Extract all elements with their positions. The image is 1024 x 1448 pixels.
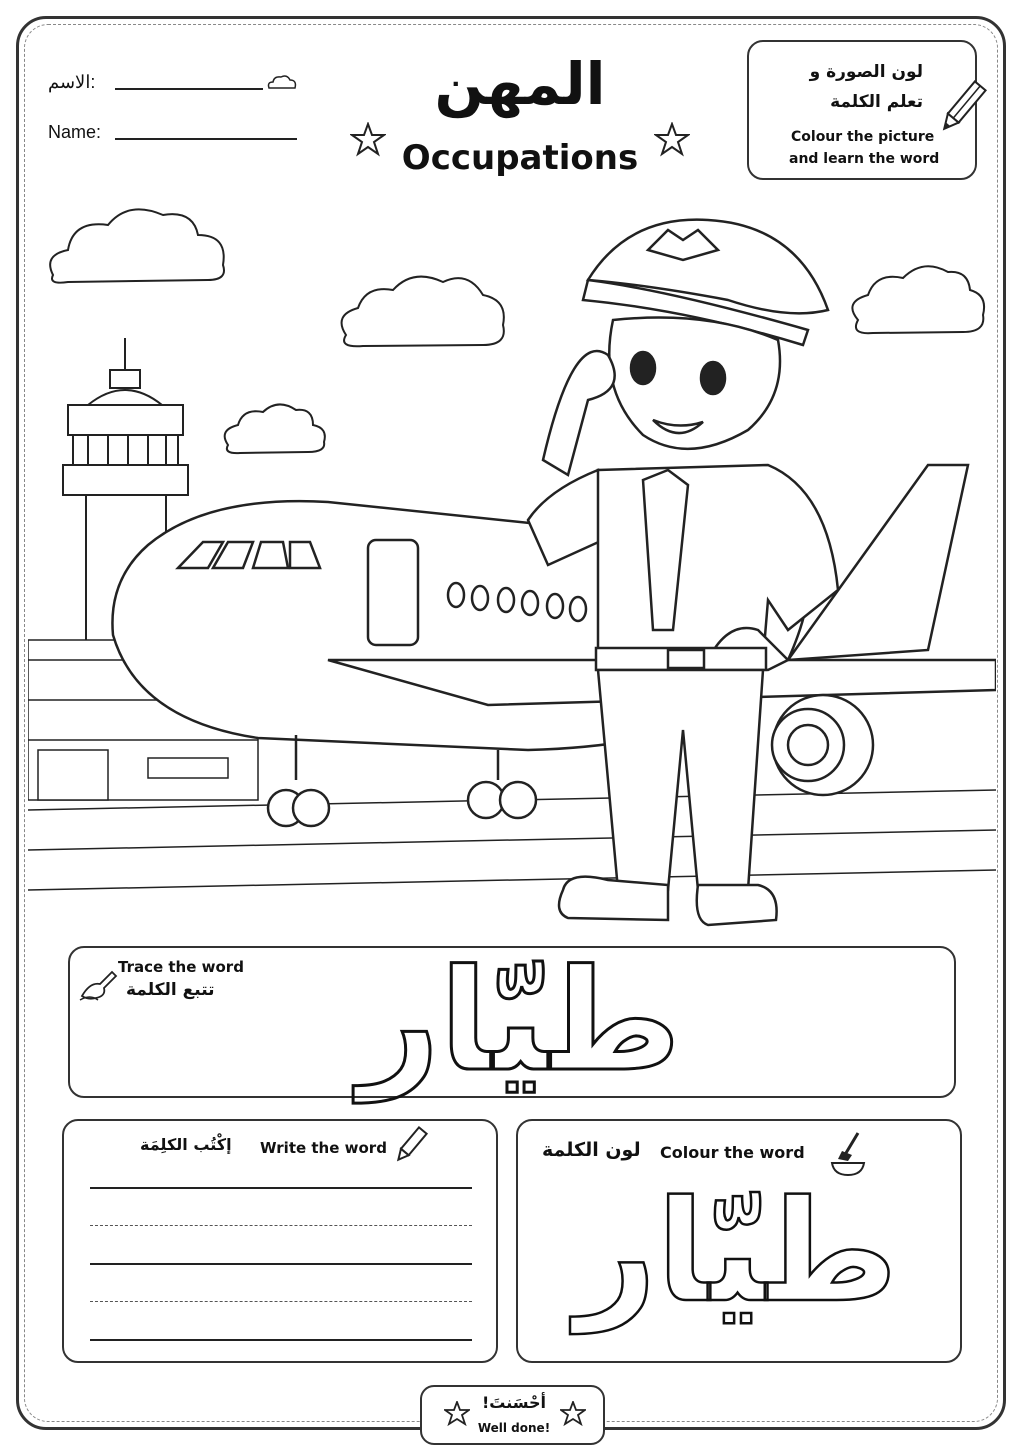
- cloud-icon: [342, 277, 504, 347]
- writing-line-dashed[interactable]: [90, 1225, 472, 1226]
- colour-word[interactable]: طيّار: [575, 1171, 898, 1334]
- writing-line-solid[interactable]: [90, 1339, 472, 1341]
- page-title-ar: المهن: [434, 50, 606, 118]
- footer-badge: [420, 1385, 605, 1445]
- footer-en: Well done!: [477, 1421, 551, 1435]
- instruction-box: [747, 40, 977, 180]
- star-icon: [444, 1401, 470, 1427]
- write-box: [62, 1119, 498, 1363]
- name-label-en: Name:: [48, 122, 102, 142]
- name-line-ar[interactable]: [115, 88, 263, 90]
- star-icon: [560, 1401, 586, 1427]
- page-title-en: Occupations: [401, 138, 639, 178]
- cloud-icon: [225, 404, 325, 453]
- trace-label-ar: تتبع الكلمة: [126, 980, 215, 1000]
- small-cloud-icon: [265, 72, 299, 92]
- trace-box: [68, 940, 956, 1103]
- instruction-ar-line1: لون الصورة و: [809, 62, 923, 82]
- colour-label-en: Colour the word: [660, 1143, 805, 1162]
- star-icon: [654, 122, 690, 158]
- name-line-en[interactable]: [115, 138, 297, 140]
- star-icon: [350, 122, 386, 158]
- writing-line-solid[interactable]: [90, 1187, 472, 1189]
- pilot-illustration: [28, 190, 996, 940]
- paintbrush-icon: [828, 1129, 868, 1177]
- footer-ar: أحْسَنتَ!: [481, 1393, 547, 1412]
- write-label-ar: إكْتُب الكلِمَة: [140, 1135, 232, 1154]
- pencil-icon: [394, 1125, 430, 1165]
- instruction-en-line2: and learn the word: [789, 151, 940, 167]
- instruction-ar-line2: تعلم الكلمة: [830, 92, 923, 112]
- writing-line-solid[interactable]: [90, 1263, 472, 1265]
- name-label-ar: الاسم:: [48, 72, 96, 92]
- cloud-icon: [852, 266, 984, 333]
- instruction-en-line1: Colour the picture: [791, 129, 935, 145]
- trace-label-en: Trace the word: [118, 958, 244, 976]
- cloud-icon: [50, 209, 224, 282]
- colour-label-ar: لون الكلمة: [542, 1139, 641, 1161]
- hand-writing-icon: [78, 966, 118, 1002]
- write-label-en: Write the word: [260, 1139, 387, 1157]
- trace-word[interactable]: طيّار: [358, 940, 682, 1103]
- colour-word-box: [516, 1119, 962, 1363]
- pencil-icon: [937, 78, 989, 138]
- writing-line-dashed[interactable]: [90, 1301, 472, 1302]
